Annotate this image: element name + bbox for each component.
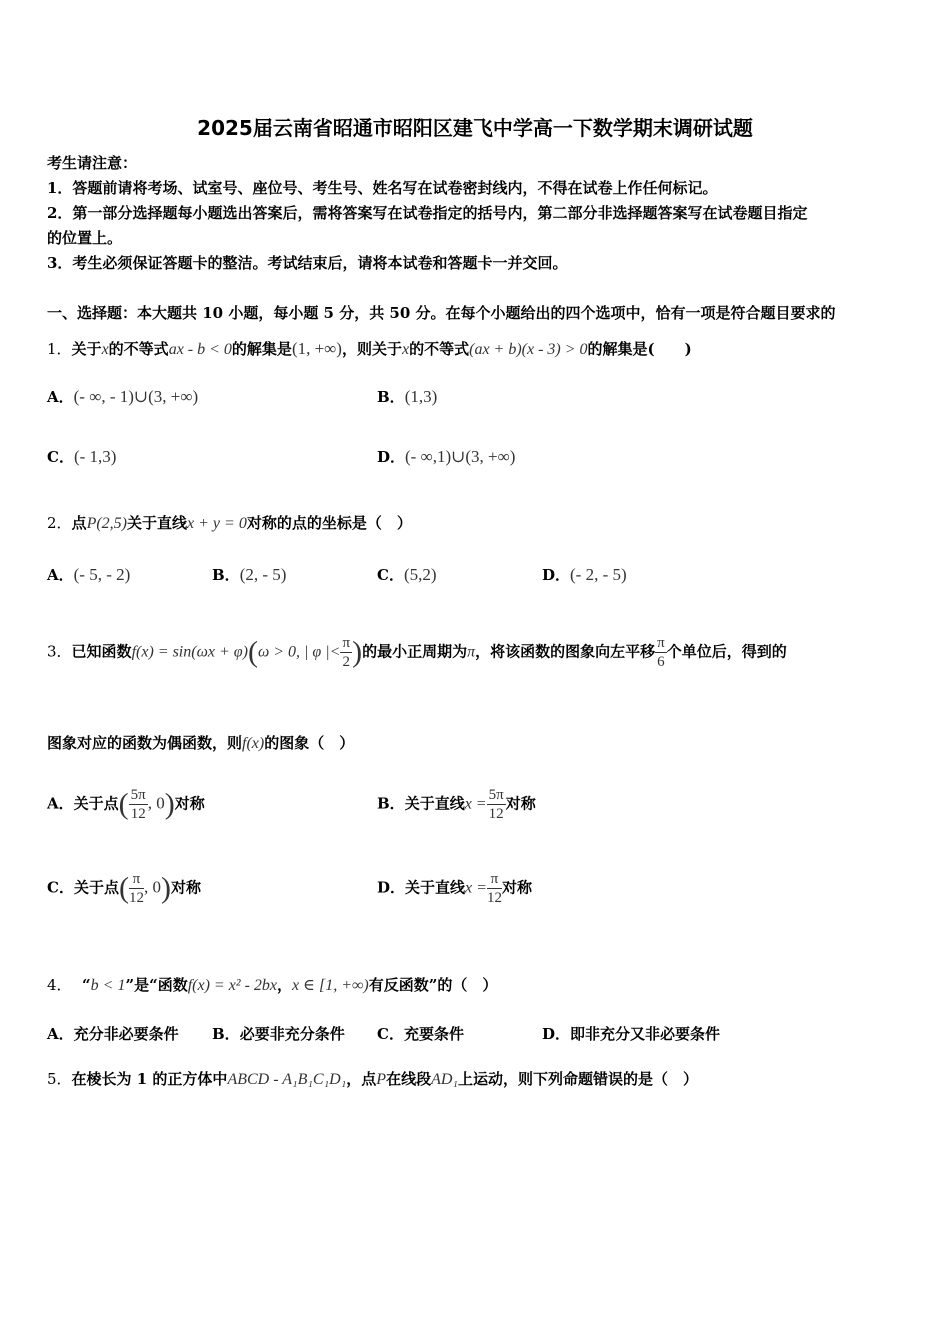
option-b[interactable]: B．(2, - 5) (212, 565, 287, 584)
function: f(x) = sin(ωx + φ) (131, 643, 248, 661)
cube-name: ABCD - A₁B₁C₁D₁ (227, 1071, 347, 1088)
question-number: 4． (47, 976, 72, 994)
notice-item: 的位置上。 (47, 229, 123, 247)
question-3: 3．已知函数f(x) = sin(ωx + φ)(ω > 0, | φ |< $\frac{\pi}{2}$ )的最小正周期为π，将该函数的图象向左平移 $\frac{\pi}{6}$ 个单位后，得到的 (47, 635, 787, 670)
option-a[interactable]: A．关于点( $\frac{5\pi}{12}$ , 0)对称 (47, 787, 205, 822)
inequality: ax - b < 0 (168, 341, 232, 358)
notice-item: 2．第一部分选择题每小题选出答案后，需将答案写在试卷指定的括号内，第二部分非选择题答案写在试卷题目指定 (47, 204, 808, 222)
option-c[interactable]: C．关于点( $\frac{\pi}{12}$ , 0)对称 (47, 871, 201, 906)
question-number: 1． (47, 340, 72, 358)
solution-set: (1, +∞) (291, 339, 342, 358)
inequality: (ax + b)(x - 3) > 0 (469, 341, 588, 358)
point: P(2,5) (86, 515, 127, 532)
question-number: 2． (47, 514, 72, 532)
option-c[interactable]: C．充要条件 (377, 1025, 464, 1043)
question-1: 1．关于x的不等式ax - b < 0的解集是(1, +∞)，则关于x的不等式(ax + b)(x - 3) > 0的解集是( ) (47, 339, 692, 358)
option-d[interactable]: D．(- 2, - 5) (542, 565, 627, 584)
option-b[interactable]: B．关于直线x = $\frac{5\pi}{12}$ 对称 (377, 787, 536, 822)
option-d[interactable]: D．关于直线x = $\frac{\pi}{12}$ 对称 (377, 871, 532, 906)
section-heading: 一、选择题：本大题共 10 小题，每小题 5 分，共 50 分。在每个小题给出的四个选项中，恰有一项是符合题目要求的 (47, 304, 836, 322)
option-b[interactable]: B．(1,3) (377, 387, 438, 406)
notice-item: 1．答题前请将考场、试室号、座位号、考生号、姓名写在试卷密封线内，不得在试卷上作任何标记。 (47, 179, 718, 197)
option-a[interactable]: A．(- ∞, - 1)∪(3, +∞) (47, 387, 199, 406)
option-c[interactable]: C．(- 1,3) (47, 447, 117, 466)
option-a[interactable]: A．充分非必要条件 (47, 1025, 179, 1043)
question-number: 3． (47, 642, 72, 661)
notice-item: 3．考生必须保证答题卡的整洁。考试结束后，请将本试卷和答题卡一并交回。 (47, 254, 568, 272)
option-d[interactable]: D．即非充分又非必要条件 (542, 1025, 721, 1043)
question-3-cont: 图象对应的函数为偶函数，则f(x)的图象（ ） (47, 734, 355, 752)
option-b[interactable]: B．必要非充分条件 (212, 1025, 345, 1043)
option-a[interactable]: A．(- 5, - 2) (47, 565, 131, 584)
question-5: 5．在棱长为 1 的正方体中ABCD - A₁B₁C₁D₁，点P在线段AD₁上运动，则下列命题错误的是（ ） (47, 1070, 698, 1088)
question-2: 2．点P(2,5)关于直线x + y = 0对称的点的坐标是（ ） (47, 514, 412, 532)
function: f(x) = x² - 2bx (187, 977, 278, 994)
notice-heading: 考生请注意： (47, 154, 138, 172)
question-number: 5． (47, 1070, 72, 1088)
line-equation: x + y = 0 (187, 515, 247, 532)
option-c[interactable]: C．(5,2) (377, 565, 437, 584)
page-title: 2025届云南省昭通市昭阳区建飞中学高一下数学期末调研试题 (197, 116, 753, 140)
question-4: 4． “b < 1”是“函数f(x) = x² - 2bx，x ∈ [1, +∞)有反函数”的（ ） (47, 976, 498, 994)
option-d[interactable]: D．(- ∞,1)∪(3, +∞) (377, 447, 516, 466)
